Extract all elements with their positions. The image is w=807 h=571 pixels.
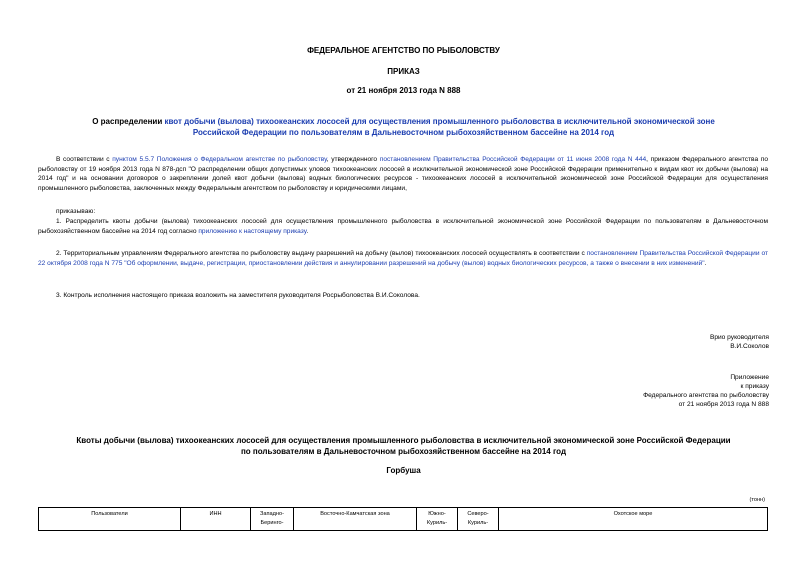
- item-1-text: 1. Распределить квоты добычи (вылова) тихоокеанских лососей для осуществления промышленного рыболовства в исключительной экономической зоне Российской Федерации по пользователям в Дальневосточном рыбохозяйственном бассейне на 2014 год согласно: [38, 218, 768, 235]
- item-2-text: 2. Территориальным управлениям Федерального агентства по рыболовству выдачу разрешений на добычу (вылов) тихоокеанских лососей осуществлять в соответствии с: [56, 250, 587, 257]
- col-west-bering: Западно- Беринго-: [251, 508, 294, 531]
- link-appendix[interactable]: приложению к настоящему приказу: [198, 227, 307, 235]
- title-prefix: О распределении: [92, 117, 165, 126]
- preamble-text-1: В соответствии с: [56, 156, 113, 163]
- appendix-title-line1: Квоты добычи (вылова) тихоокеанских лососей для осуществления промышленного рыболовства в исключительной экономической зоне Российской Федерации: [76, 436, 731, 445]
- link-government-decree-775[interactable]: постановлением Правительства Российской Федерации от 22 октября 2008 года N 775 "Об оформлении, выдаче, регистрации, приостановлении действия и аннулировании разрешений на добычу (вылов) водных биологических ресурсов, а также о внесении в них изменений": [38, 250, 768, 267]
- units-label: (тонн): [749, 497, 765, 503]
- appendix-title: [30, 435, 777, 457]
- appendix-reference: [643, 373, 769, 409]
- link-government-decree-444[interactable]: постановлением Правительства Российской Федерации от 11 июня 2008 года N 444: [379, 156, 647, 163]
- preamble-paragraph: [38, 155, 768, 193]
- title-link-line2[interactable]: Российской Федерации по пользователям в Дальневосточном рыбохозяйственном бассейне на 2014 год: [192, 128, 615, 137]
- appendix-ref-line3: Федерального агентства по рыболовству: [643, 392, 769, 399]
- appendix-ref-line1: Приложение: [730, 374, 769, 381]
- appendix-title-line2: по пользователям в Дальневосточном рыбохозяйственном бассейне на 2014 год: [240, 447, 567, 456]
- col-okhotsk-sea: Охотское море: [499, 508, 768, 531]
- species-heading: Горбуша: [386, 466, 421, 475]
- link-regulation-clause[interactable]: пунктом 5.5.7 Положения о Федеральном агентстве по рыболовству: [112, 156, 327, 163]
- appendix-ref-line4: от 21 ноября 2013 года N 888: [678, 401, 769, 408]
- item-2-paragraph: [38, 249, 768, 268]
- order-word: приказываю:: [56, 208, 96, 215]
- quota-table: [38, 507, 768, 531]
- order-date: от 21 ноября 2013 года N 888: [346, 86, 461, 95]
- item-2-end: .: [704, 259, 707, 267]
- col-south-kuril: Южно- Куриль-: [417, 508, 458, 531]
- preamble-text-2: , утвержденного: [326, 156, 380, 163]
- table-header-row: [39, 508, 768, 531]
- signature-name: В.И.Соколов: [730, 343, 769, 350]
- preamble-text-3: , приказом Федерального агентства по рыболовству от 19 ноября 2013 года N 878-дсп "О распределении общих допустимых уловов тихоокеанских лососей в исключительной экономической зоне Российской Федерации применительно к видам квот их добычи (вылова) на 2014 год" и на основании договоров о закреплении долей квот добычи (вылова) водных биологических ресурсов - тихоокеанских лососей в исключительной экономической зоне Российской Федерации для осуществления промышленного рыболовства, заключенных между Федеральным агентством по рыболовству и юридическими лицами,: [38, 156, 768, 192]
- item-3-paragraph: 3. Контроль исполнения настоящего приказа возложить на заместителя руководителя Росрыболовства В.И.Соколова.: [56, 292, 420, 299]
- signature-position: Врио руководителя: [709, 334, 769, 341]
- agency-name: ФЕДЕРАЛЬНОЕ АГЕНТСТВО ПО РЫБОЛОВСТВУ: [307, 46, 500, 55]
- col-inn: ИНН: [181, 508, 251, 531]
- col-users: Пользователи: [39, 508, 181, 531]
- col-east-kamchatka: Восточно-Камчатская зона: [294, 508, 417, 531]
- appendix-ref-line2: к приказу: [740, 383, 769, 390]
- title-link-line1[interactable]: квот добычи (вылова) тихоокеанских лососей для осуществления промышленного рыболовства в исключительной экономической зоне: [164, 117, 715, 126]
- col-north-kuril: Северо- Куриль-: [458, 508, 499, 531]
- item-1-end: .: [306, 227, 309, 235]
- signature-block: [710, 333, 769, 351]
- order-title: [40, 116, 767, 138]
- doc-type: ПРИКАЗ: [387, 67, 420, 76]
- item-1-paragraph: [38, 217, 768, 236]
